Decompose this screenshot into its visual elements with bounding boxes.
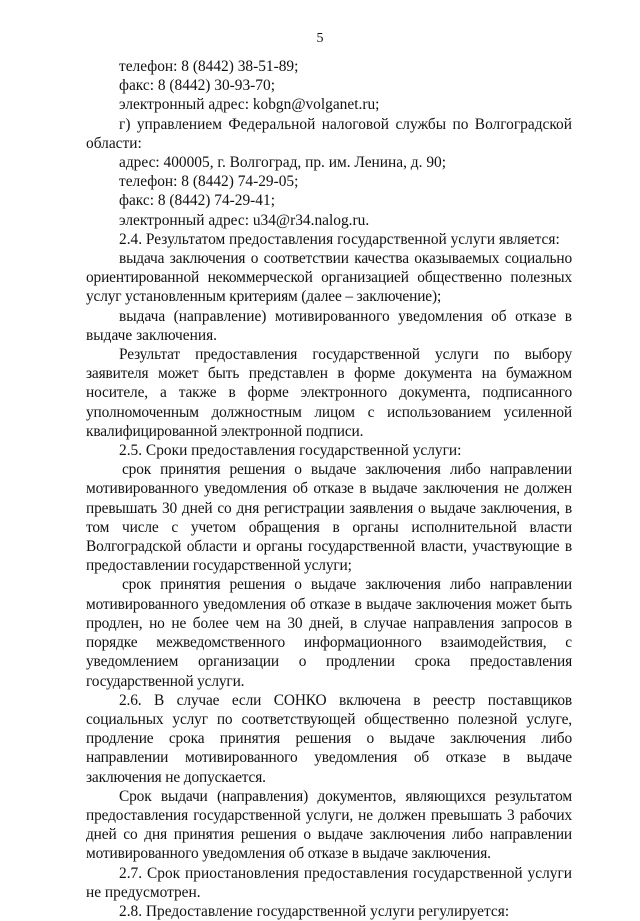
section-2-5-para-1: срок принятия решения о выдаче заключения либо направлении мотивированного уведомления об отказе в выдаче заключения не должен превышать 30 дней со дня регистрации заявления о выдаче заключения, в том числе с учетом обращения в органы исполнительной власти Волгоградской области и органы государственной власти, участвующие в предоставлении государственной услуги; xyxy=(86,461,572,575)
section-2-8: 2.8. Предоставление государственной услуги регулируется: xyxy=(119,902,510,920)
fns-fax: факс: 8 (8442) 74-29-41; xyxy=(119,192,275,210)
fns-address: адрес: 400005, г. Волгоград, пр. им. Ленина, д. 90; xyxy=(119,154,446,172)
volganet-phone: телефон: 8 (8442) 38-51-89; xyxy=(119,58,299,75)
section-2-4-item-1: выдача заключения о соответствии качества оказываемых социально ориентированной некоммерческой организацией общественно полезных услуг установленным критериям (далее – заключение); xyxy=(86,250,572,306)
section-2-4-heading: 2.4. Результатом предоставления государственной услуги является: xyxy=(119,230,560,248)
section-2-4-result-form: Результат предоставления государственной услуги по выбору заявителя может быть представлен в форме документа на бумажном носителе, а также в форме электронного документа, подписанного уполномоченным должностным лицом с использованием усиленной квалифицированной электронной подписи. xyxy=(86,346,572,440)
section-2-5-heading: 2.5. Сроки предоставления государственной услуги: xyxy=(119,442,462,460)
item-g-fns: г) управлением Федеральной налоговой службы по Волгоградской области: xyxy=(86,115,572,152)
document-body xyxy=(86,57,572,921)
volganet-email: электронный адрес: kobgn@volganet.ru; xyxy=(119,96,380,114)
volganet-fax: факс: 8 (8442) 30-93-70; xyxy=(119,77,275,95)
fns-phone: телефон: 8 (8442) 74-29-05; xyxy=(119,173,299,191)
section-2-5-para-2: срок принятия решения о выдаче заключения либо направлении мотивированного уведомления об отказе в выдаче заключения может быть продлен, но не более чем на 30 дней, в случае направления запросов в порядке межведомственного информационного взаимодействия, с уведомлением организации о продлении срока предоставления государственной услуги. xyxy=(86,576,572,690)
section-2-6-para-1: 2.6. В случае если СОНКО включена в реестр поставщиков социальных услуг по соответствующей общественно полезной услуге, продление срока принятия решения о выдаче заключения либо направлении мотивированного уведомления об отказе в выдаче заключения не допускается. xyxy=(86,691,572,786)
section-2-4-item-2: выдача (направление) мотивированного уведомления об отказе в выдаче заключения. xyxy=(86,307,572,344)
section-2-6-para-2: Срок выдачи (направления) документов, являющихся результатом предоставления государственной услуги, не должен превышать 3 рабочих дней со дня принятия решения о выдаче заключения либо направлении мотивированного уведомления об отказе в выдаче заключения. xyxy=(86,787,572,863)
section-2-7: 2.7. Срок приостановления предоставления государственной услуги не предусмотрен. xyxy=(86,864,572,901)
fns-email: электронный адрес: u34@r34.nalog.ru. xyxy=(119,211,370,229)
page-number: 5 xyxy=(316,31,324,46)
